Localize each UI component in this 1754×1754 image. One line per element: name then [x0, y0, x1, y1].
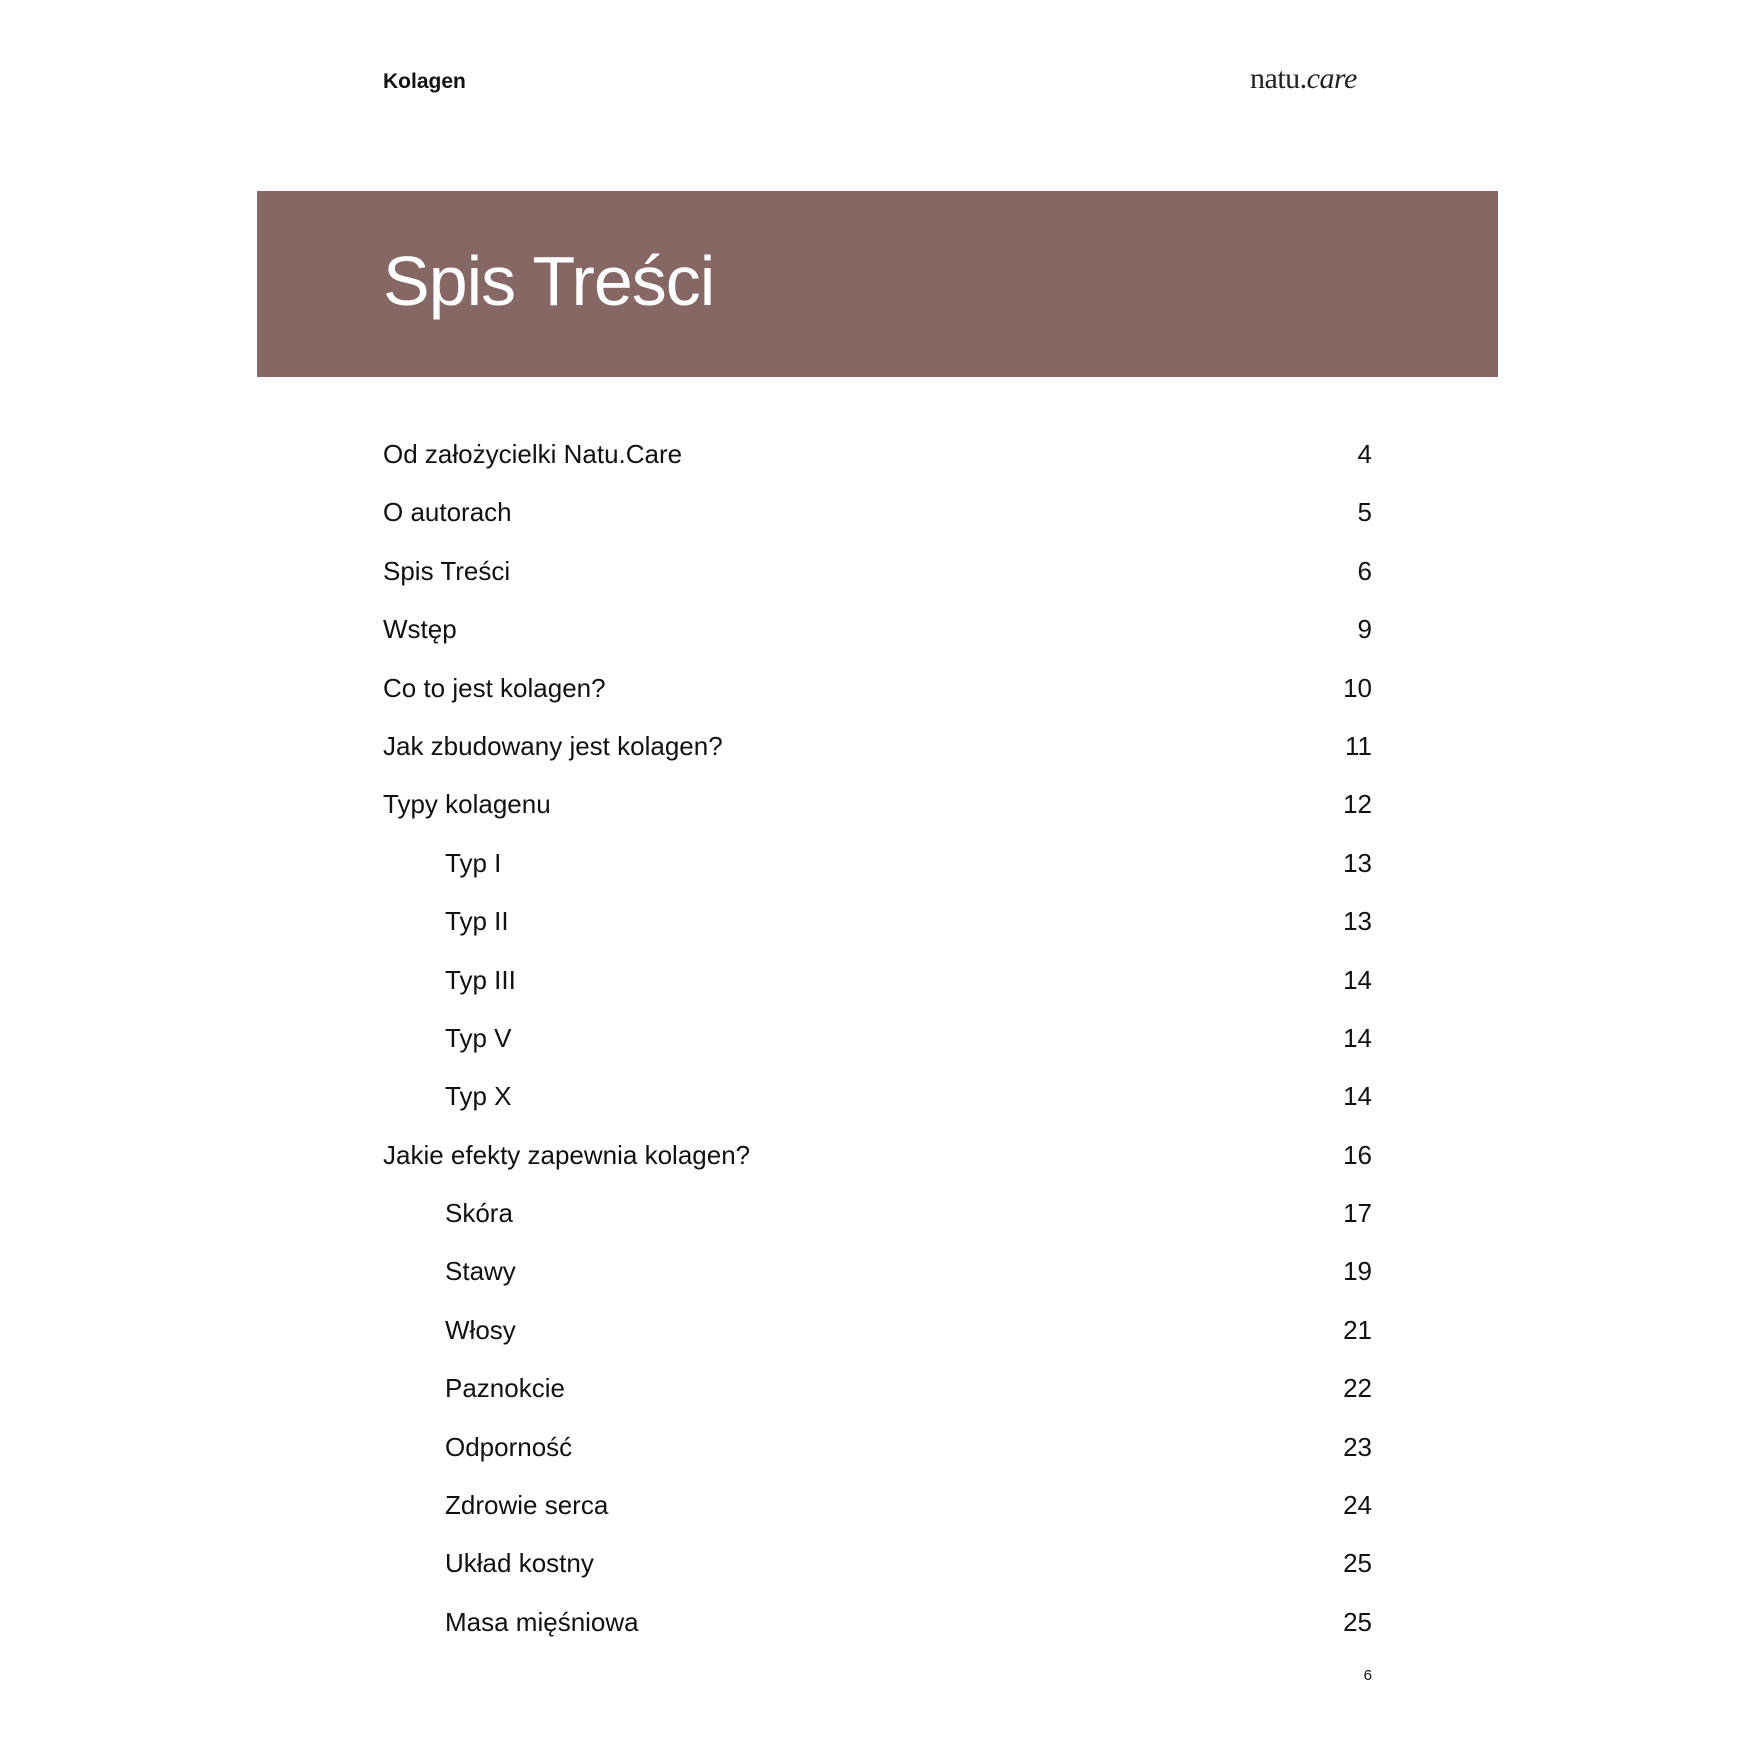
toc-entry-label: Odporność: [445, 1431, 573, 1462]
toc-entry[interactable]: [383, 1310, 1372, 1368]
brand-logo: [1250, 62, 1357, 96]
toc-entry-label: Układ kostny: [445, 1548, 594, 1579]
toc-entry-label: Jakie efekty zapewnia kolagen?: [383, 1139, 751, 1170]
logo-main: natu.: [1250, 62, 1307, 95]
table-of-contents: [383, 434, 1372, 1660]
toc-entry-label: Włosy: [445, 1314, 516, 1345]
toc-entry[interactable]: [383, 784, 1372, 842]
toc-entry[interactable]: [383, 609, 1372, 667]
toc-entry-label: Wstęp: [383, 614, 457, 645]
toc-entry[interactable]: [383, 434, 1372, 492]
toc-entry-label: Typ I: [445, 847, 502, 878]
toc-entry[interactable]: [383, 668, 1372, 726]
toc-entry-label: Co to jest kolagen?: [383, 672, 606, 703]
toc-entry-page: 25: [1343, 1548, 1372, 1579]
toc-entry[interactable]: [383, 1543, 1372, 1601]
toc-entry-label: Typ X: [445, 1081, 512, 1112]
page-number: 6: [1363, 1667, 1372, 1684]
toc-entry-page: 9: [1357, 614, 1372, 645]
logo-italic: care: [1306, 62, 1357, 95]
toc-entry[interactable]: [383, 726, 1372, 784]
toc-entry[interactable]: [383, 1427, 1372, 1485]
toc-entry-page: 14: [1343, 1081, 1372, 1112]
toc-entry[interactable]: [383, 551, 1372, 609]
toc-entry-page: 5: [1357, 497, 1372, 528]
toc-entry-label: Zdrowie serca: [445, 1490, 609, 1521]
toc-entry-label: Jak zbudowany jest kolagen?: [383, 730, 723, 761]
toc-entry-page: 21: [1343, 1314, 1372, 1345]
toc-entry-label: Stawy: [445, 1256, 516, 1287]
toc-entry-page: 14: [1343, 964, 1372, 995]
toc-entry-page: 24: [1343, 1490, 1372, 1521]
toc-entry-page: 17: [1343, 1198, 1372, 1229]
toc-entry-page: 11: [1345, 730, 1372, 761]
toc-entry[interactable]: [383, 1076, 1372, 1134]
toc-entry-page: 19: [1343, 1256, 1372, 1287]
toc-entry-page: 16: [1343, 1139, 1372, 1170]
toc-entry[interactable]: [383, 1251, 1372, 1309]
toc-entry[interactable]: [383, 1368, 1372, 1426]
running-header: Kolagen: [383, 70, 466, 93]
toc-entry-page: 6: [1357, 555, 1372, 586]
toc-entry[interactable]: [383, 1485, 1372, 1543]
toc-entry[interactable]: [383, 1602, 1372, 1660]
toc-entry[interactable]: [383, 1018, 1372, 1076]
title-banner: [257, 191, 1498, 377]
toc-entry-page: 23: [1343, 1431, 1372, 1462]
page-title: Spis Treści: [383, 242, 715, 320]
toc-entry-label: Typ III: [445, 964, 516, 995]
toc-entry-page: 25: [1343, 1606, 1372, 1637]
toc-entry-page: 13: [1343, 906, 1372, 937]
toc-entry-label: Typ II: [445, 906, 509, 937]
toc-entry-label: O autorach: [383, 497, 512, 528]
toc-entry-page: 10: [1343, 672, 1372, 703]
toc-entry-page: 14: [1343, 1022, 1372, 1053]
toc-entry-label: Skóra: [445, 1198, 513, 1229]
toc-entry-page: 12: [1343, 789, 1372, 820]
toc-entry-label: Typy kolagenu: [383, 789, 551, 820]
toc-entry[interactable]: [383, 960, 1372, 1018]
toc-entry[interactable]: [383, 1135, 1372, 1193]
toc-entry-page: 4: [1357, 439, 1372, 469]
toc-entry[interactable]: [383, 492, 1372, 550]
toc-entry-page: 13: [1343, 847, 1372, 878]
toc-entry-label: Typ V: [445, 1022, 512, 1053]
toc-entry-page: 22: [1343, 1373, 1372, 1404]
toc-entry-label: Od założycielki Natu.Care: [383, 439, 683, 469]
toc-entry-label: Spis Treści: [383, 555, 511, 586]
toc-entry[interactable]: [383, 1193, 1372, 1251]
toc-entry[interactable]: [383, 901, 1372, 959]
toc-entry-label: Paznokcie: [445, 1373, 565, 1404]
toc-entry[interactable]: [383, 843, 1372, 901]
toc-entry-label: Masa mięśniowa: [445, 1606, 639, 1637]
